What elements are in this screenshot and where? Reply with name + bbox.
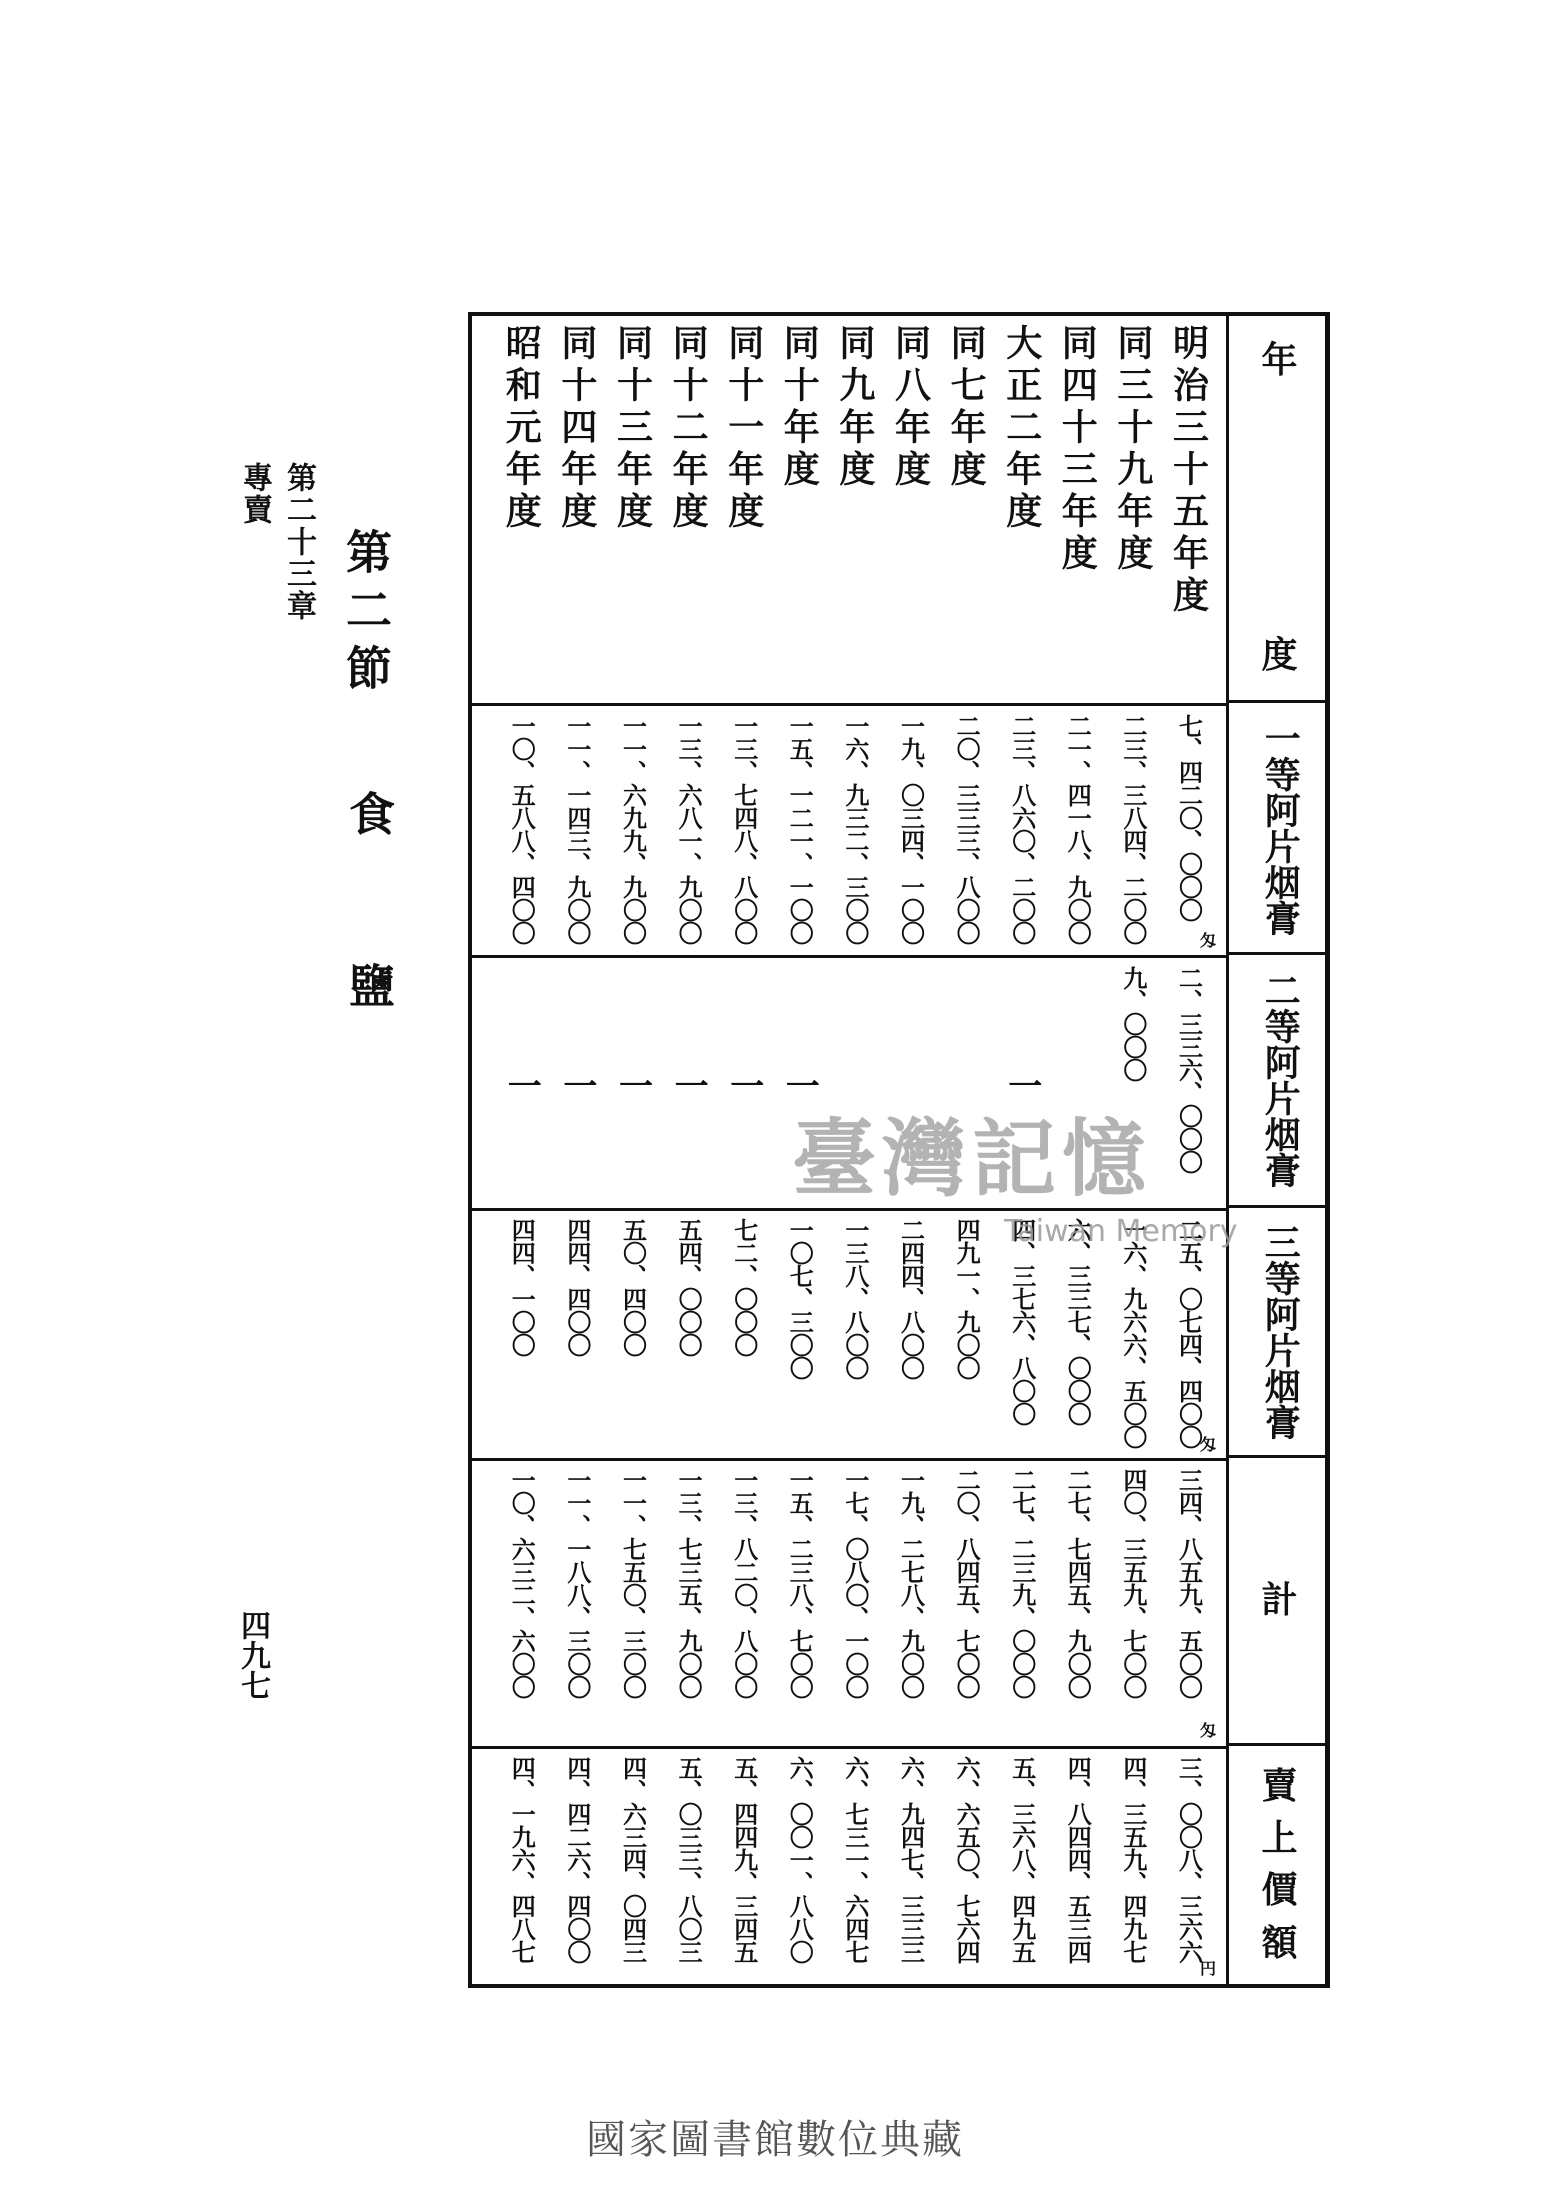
cell-price xyxy=(942,1756,992,1984)
section-name-second-char: 鹽 xyxy=(342,962,396,1008)
cell-g1 xyxy=(497,714,547,952)
cell-g2-text: 二、三三六、〇〇〇 xyxy=(1174,966,1203,1173)
section-name-first-char: 食 xyxy=(342,790,396,836)
header-grade2 xyxy=(1226,955,1330,1208)
cell-total-text: 一一、一八八、三〇〇 xyxy=(562,1468,591,1698)
cell-g3-text: 四、三七六、八〇〇 xyxy=(1007,1218,1036,1425)
cell-price xyxy=(775,1756,825,1984)
cell-total xyxy=(719,1468,769,1742)
cell-year xyxy=(719,324,769,700)
cell-price-text: 四、六三四、〇四三 xyxy=(618,1756,647,1963)
cell-price-text: 三、〇〇八、三六六 xyxy=(1174,1756,1203,1963)
cell-g1-text: 一六、九三二、三〇〇 xyxy=(840,714,869,944)
cell-total-text: 四〇、三五九、七〇〇 xyxy=(1118,1468,1147,1698)
cell-g2-text: 一 xyxy=(501,1068,542,1102)
table-row xyxy=(550,316,604,1984)
cell-year-text: 同十四年度 xyxy=(555,324,598,534)
cell-total-text: 一一、七五〇、三〇〇 xyxy=(618,1468,647,1698)
cell-g3 xyxy=(886,1218,936,1454)
header-price-1: 賣 xyxy=(1261,1765,1298,1807)
cell-g1-text: 二一、四一八、九〇〇 xyxy=(1063,714,1092,944)
cell-g3 xyxy=(552,1218,602,1454)
cell-g3-text: 五四、〇〇〇 xyxy=(674,1218,703,1356)
cell-price xyxy=(497,1756,547,1984)
cell-year xyxy=(775,324,825,700)
cell-total-text: 一三、七三五、九〇〇 xyxy=(674,1468,703,1698)
header-total-label: 計 xyxy=(1261,1578,1298,1621)
cell-g3 xyxy=(608,1218,658,1454)
header-total xyxy=(1226,1458,1330,1746)
cell-price-text: 五、〇三三、八〇三 xyxy=(674,1756,703,1963)
cell-g2 xyxy=(1164,966,1214,1204)
header-price xyxy=(1226,1746,1330,1984)
cell-g1-text: 一三、七四八、八〇〇 xyxy=(729,714,758,944)
cell-price-text: 五、三六八、四九五 xyxy=(1007,1756,1036,1963)
watermark-chinese: 臺灣記憶 xyxy=(792,1109,1153,1208)
cell-total xyxy=(886,1468,936,1742)
cell-price xyxy=(997,1756,1047,1984)
cell-year xyxy=(942,324,992,700)
cell-total-text: 一〇、六三二、六〇〇 xyxy=(507,1468,536,1698)
cell-year xyxy=(608,324,658,700)
running-header-topic: 專賣 xyxy=(237,462,272,526)
cell-year-text: 同三十九年度 xyxy=(1111,324,1154,576)
cell-g3-text: 一〇七、三〇〇 xyxy=(785,1218,814,1379)
unit-weight-total: 匁 xyxy=(1200,1721,1217,1740)
cell-price-text: 六、〇〇一、八八〇 xyxy=(785,1756,814,1963)
cell-year-text: 昭和元年度 xyxy=(500,324,543,534)
cell-g1 xyxy=(608,714,658,952)
cell-g1 xyxy=(830,714,880,952)
cell-g1 xyxy=(1108,714,1158,952)
cell-g1-text: 二〇、三三三、八〇〇 xyxy=(952,714,981,944)
cell-price-text: 六、九四七、三三三 xyxy=(896,1756,925,1963)
cell-total-text: 一七、〇八〇、一〇〇 xyxy=(840,1468,869,1698)
cell-g1-text: 一〇、五八八、四〇〇 xyxy=(507,714,536,944)
cell-g2-text: 一 xyxy=(1001,1068,1042,1102)
header-year-bottom: 度 xyxy=(1261,633,1298,676)
cell-g3 xyxy=(1108,1218,1158,1454)
cell-g3-text: 二五、〇七四、四〇〇 xyxy=(1174,1218,1203,1448)
section-number: 第二節 xyxy=(339,528,393,702)
cell-year-text: 同十三年度 xyxy=(611,324,654,534)
cell-g2-text: 一 xyxy=(723,1068,764,1102)
page-number: 四九七 xyxy=(235,1610,270,1700)
cell-g3-text: 四四、四〇〇 xyxy=(562,1218,591,1356)
cell-total xyxy=(552,1468,602,1742)
table-row xyxy=(495,316,549,1984)
cell-g1 xyxy=(1053,714,1103,952)
header-grade1-label: 一等阿片烟膏 xyxy=(1259,719,1302,936)
cell-price-text: 六、六五〇、七六四 xyxy=(952,1756,981,1963)
cell-price xyxy=(1053,1756,1103,1984)
cell-g3 xyxy=(1164,1218,1217,1454)
cell-price xyxy=(830,1756,880,1984)
cell-g1-text: 七、四二〇、〇〇〇 xyxy=(1174,714,1203,921)
cell-g3 xyxy=(997,1218,1047,1454)
cell-g2 xyxy=(552,966,602,1204)
cell-total xyxy=(997,1468,1047,1742)
cell-year xyxy=(1164,324,1214,700)
cell-price xyxy=(719,1756,769,1984)
cell-year-text: 同十年度 xyxy=(778,324,821,492)
cell-year-text: 明治三十五年度 xyxy=(1167,324,1210,618)
cell-g3-text: 二四四、八〇〇 xyxy=(896,1218,925,1379)
cell-total-text: 二七、七四五、九〇〇 xyxy=(1063,1468,1092,1698)
table-row xyxy=(606,316,660,1984)
cell-g3 xyxy=(942,1218,992,1454)
cell-year-text: 同十二年度 xyxy=(667,324,710,534)
cell-g1-text: 一九、〇三四、一〇〇 xyxy=(896,714,925,944)
unit-money-price: 円 xyxy=(1200,1959,1217,1978)
cell-price xyxy=(608,1756,658,1984)
cell-g1 xyxy=(775,714,825,952)
cell-year xyxy=(1053,324,1103,700)
cell-price-text: 四、四二六、四〇〇 xyxy=(562,1756,591,1963)
header-grade2-label: 二等阿片烟膏 xyxy=(1259,972,1302,1188)
cell-g1-text: 二三、三八四、二〇〇 xyxy=(1118,714,1147,944)
footer-archive-credit: 國家圖書館數位典藏 xyxy=(586,2117,964,2163)
cell-total-text: 三四、八五九、五〇〇 xyxy=(1174,1468,1203,1698)
cell-g2-text: 一 xyxy=(668,1068,709,1102)
cell-g2-text: 一 xyxy=(779,1068,820,1102)
cell-g3 xyxy=(830,1218,880,1454)
cell-g1 xyxy=(886,714,936,952)
cell-year xyxy=(1108,324,1158,700)
watermark xyxy=(792,1092,1238,1249)
cell-g1-text: 一五、一二一、一〇〇 xyxy=(785,714,814,944)
cell-g3-text: 五〇、四〇〇 xyxy=(618,1218,647,1356)
cell-year xyxy=(664,324,714,700)
cell-total xyxy=(608,1468,658,1742)
cell-g1-text: 一一、六九九、九〇〇 xyxy=(618,714,647,944)
table-row xyxy=(662,316,716,1984)
cell-g1 xyxy=(942,714,992,952)
cell-g1-text: 一一、一四三、九〇〇 xyxy=(562,714,591,944)
running-header-chapter: 第二十三章 xyxy=(281,462,316,622)
cell-total-text: 一五、二三八、七〇〇 xyxy=(785,1468,814,1698)
cell-total xyxy=(1053,1468,1103,1742)
cell-price xyxy=(664,1756,714,1984)
cell-total-text: 二七、二三九、〇〇〇 xyxy=(1007,1468,1036,1698)
cell-price xyxy=(1108,1756,1158,1984)
header-price-3: 價 xyxy=(1261,1869,1298,1912)
cell-price-text: 六、七三一、六四七 xyxy=(840,1756,869,1963)
cell-price xyxy=(1164,1756,1217,1984)
cell-total xyxy=(830,1468,880,1742)
header-year-top: 年 xyxy=(1261,339,1298,381)
cell-price-text: 四、一九六、四八七 xyxy=(507,1756,536,1963)
cell-year-text: 同八年度 xyxy=(889,324,932,492)
cell-year-text: 大正二年度 xyxy=(1000,324,1043,534)
cell-g3-text: 七二、〇〇〇 xyxy=(729,1218,758,1356)
cell-price-text: 四、三五九、四九七 xyxy=(1118,1756,1147,1963)
cell-g2 xyxy=(719,966,769,1204)
cell-year xyxy=(552,324,602,700)
cell-year xyxy=(997,324,1047,700)
header-year xyxy=(1226,316,1330,703)
watermark-english: Taiwan Memory xyxy=(1004,1214,1238,1249)
cell-total xyxy=(1108,1468,1158,1742)
cell-g1 xyxy=(1164,714,1217,952)
cell-price-text: 五、四四九、三四五 xyxy=(729,1756,758,1963)
cell-g3-text: 四九一、九〇〇 xyxy=(952,1218,981,1379)
table-row xyxy=(717,316,771,1984)
cell-year-text: 同七年度 xyxy=(945,324,988,492)
cell-year xyxy=(886,324,936,700)
cell-price-text: 四、八四四、五三四 xyxy=(1063,1756,1092,1963)
running-header xyxy=(232,462,320,622)
cell-g1 xyxy=(552,714,602,952)
cell-year-text: 同四十三年度 xyxy=(1056,324,1099,576)
cell-g3-text: 四四、一〇〇 xyxy=(507,1218,536,1356)
cell-total-text: 一三、八二〇、八〇〇 xyxy=(729,1468,758,1698)
cell-g3-text: 一三八、八〇〇 xyxy=(840,1218,869,1379)
cell-g2 xyxy=(608,966,658,1204)
cell-g3 xyxy=(664,1218,714,1454)
cell-g2-text: 一 xyxy=(612,1068,653,1102)
cell-g1 xyxy=(719,714,769,952)
cell-total-text: 二〇、八四五、七〇〇 xyxy=(952,1468,981,1698)
cell-g2-text: 一 xyxy=(556,1068,597,1102)
table-row xyxy=(1162,316,1216,1984)
cell-year-text: 同十一年度 xyxy=(722,324,765,534)
cell-g3 xyxy=(719,1218,769,1454)
cell-year xyxy=(497,324,547,700)
header-grade3-label: 三等阿片烟膏 xyxy=(1259,1223,1302,1440)
cell-total xyxy=(775,1468,825,1742)
cell-year-text: 同九年度 xyxy=(833,324,876,492)
cell-g3 xyxy=(1053,1218,1103,1454)
cell-g1 xyxy=(664,714,714,952)
cell-year xyxy=(830,324,880,700)
cell-g3 xyxy=(775,1218,825,1454)
header-price-2: 上 xyxy=(1261,1817,1298,1860)
cell-total-text: 一九、二七八、九〇〇 xyxy=(896,1468,925,1698)
cell-g1-text: 一三、六八一、九〇〇 xyxy=(674,714,703,944)
header-grade1 xyxy=(1226,703,1330,955)
header-price-4: 額 xyxy=(1261,1921,1298,1964)
unit-weight-grade3: 匁 xyxy=(1200,1435,1217,1454)
cell-g2-text: 九、〇〇〇 xyxy=(1118,966,1147,1081)
header-grade3 xyxy=(1226,1208,1330,1458)
cell-g3-text: 六、三三七、〇〇〇 xyxy=(1063,1218,1092,1425)
cell-g3 xyxy=(497,1218,547,1454)
unit-weight-grade1: 匁 xyxy=(1200,931,1217,950)
cell-total xyxy=(1164,1468,1217,1742)
cell-g3-text: 一六、九六六、五〇〇 xyxy=(1118,1218,1147,1448)
cell-total xyxy=(664,1468,714,1742)
cell-g2 xyxy=(664,966,714,1204)
cell-total xyxy=(497,1468,547,1742)
cell-price xyxy=(552,1756,602,1984)
cell-price xyxy=(886,1756,936,1984)
cell-g1-text: 二三、八六〇、二〇〇 xyxy=(1007,714,1036,944)
cell-g2 xyxy=(497,966,547,1204)
cell-total xyxy=(942,1468,992,1742)
cell-g1 xyxy=(997,714,1047,952)
